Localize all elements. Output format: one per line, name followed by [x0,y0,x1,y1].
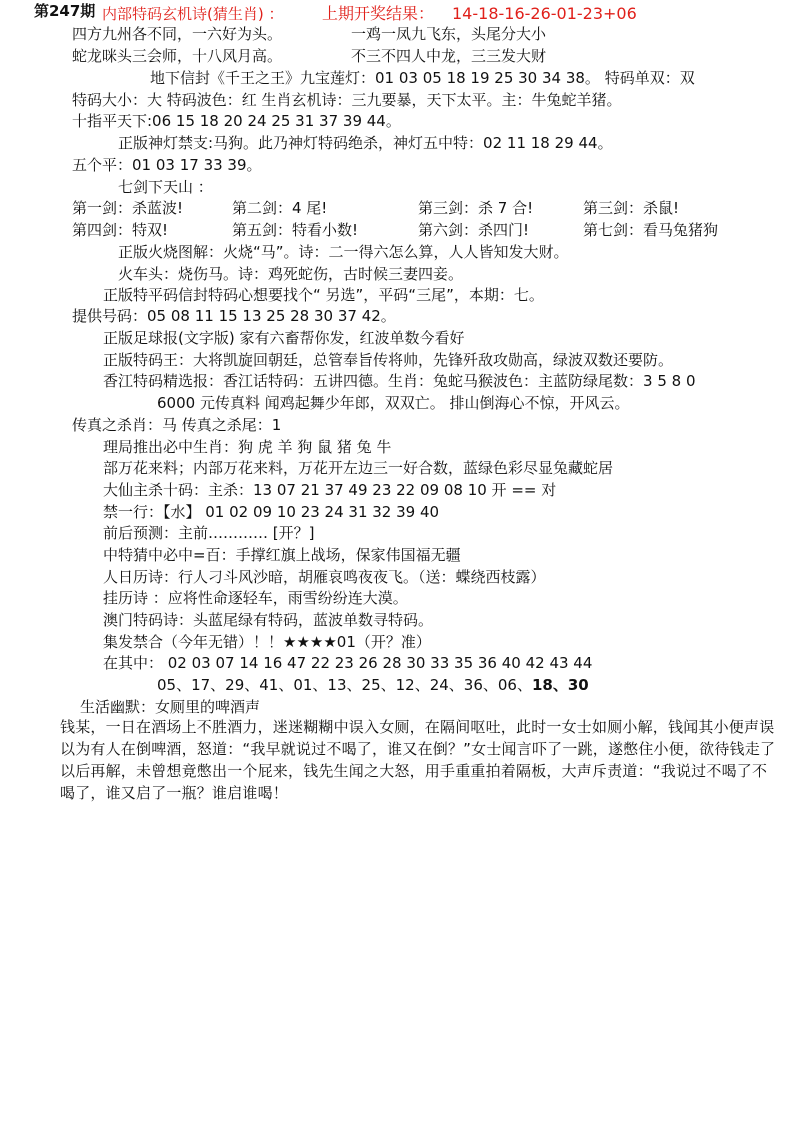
fax-6000-line: 6000 元传真料 闻鸡起舞少年郎，双双亡。 排山倒海心不惊，开风云。 [157,394,630,412]
fire-burn-line: 正版火烧图解：火烧“马”。诗：二一得六怎么算，人人皆知发大财。 [118,243,569,261]
ban-combo-line: 集发禁合（今年无错）！！★★★★01（开？准） [103,633,431,651]
poem-line-1b: 一鸡一凤九飞东，头尾分大小 [351,25,547,43]
sword-6: 第六剑：杀四门! [418,221,530,239]
poem-line-1a: 四方九州各不同，一六好为头。 [72,25,283,43]
humor-story: 钱某，一日在酒场上不胜酒力，迷迷糊糊中误入女厕，在隔间呕吐，此时一女士如厕小解，钱闻其小便声误以为有人在倒啤酒，怒道：“我早就说过不喝了，谁又在倒？”女士闻言吓了一跳，遂憋住小便，欲待钱走了以后再解，未曾想竟憋出一个屁来，钱先生闻之大怒，用手重重拍着隔板，大声斥责道：“我说过不喝了不喝了，谁又启了一瓶？谁启谁喝！ [60,718,776,802]
special-king-line: 正版特码王：大将凯旋回朝廷，总管奉旨传将帅，先锋歼敌攻勋高，绿波双数还要防。 [103,351,674,369]
sword-1: 第一剑：杀蓝波! [72,199,184,217]
magic-lamp-line: 正版神灯禁支:马狗。此乃神灯特码绝杀，神灯五中特：02 11 18 29 44。 [118,134,613,152]
numbers-seq-line [157,675,589,695]
among-them-line: 在其中： 02 03 07 14 16 47 22 23 26 28 30 33 35 36 40 42 43 44 [103,654,593,672]
sword-4: 第四剑：特双! [72,221,169,239]
hanging-calendar-line: 挂历诗 ：应将性命逐轻车，雨雪纷纷连大漠。 [103,589,408,607]
ten-fingers-line: 十指平天下:06 15 18 20 24 25 31 37 39 44。 [72,112,401,130]
numbers-seq-bold: 18、30 [531,676,589,694]
macau-poem-line: 澳门特码诗：头蓝尾绿有特码，蓝波单数寻特码。 [103,611,434,629]
calendar-poem-line: 人日历诗：行人刁斗风沙暗，胡雁哀鸣夜夜飞。（送：蝶绕西枝露） [103,568,546,586]
sword-3b: 第三剑：杀鼠! [583,199,680,217]
result-label: 上期开奖结果： [322,4,435,23]
special-size-line: 特码大小：大 特码波色：红 生肖玄机诗：三九要暴，天下太平。主：牛兔蛇羊猪。 [72,91,622,109]
sword-5: 第五剑：特看小数! [232,221,359,239]
seven-swords-title: 七剑下天山 ： [118,178,213,196]
poem-line-2b: 不三不四人中龙，三三发大财 [351,47,547,65]
fax-kill-line: 传真之杀肖：马 传真之杀尾：1 [72,416,282,434]
sword-3: 第三剑：杀 7 合! [418,199,534,217]
result-numbers: 14-18-16-26-01-23+06 [452,4,637,23]
guess-hit-line: 中特猜中必中=百：手撑红旗上战场，保家伟国福无疆 [103,546,461,564]
sword-7: 第七剑：看马兔猪狗 [583,221,719,239]
flowers-line: 部万花来料；内部万花来料，万花开左边三一好合数，蓝绿色彩尽显兔藏蛇居 [103,459,614,477]
numbers-seq-text: 05、17、29、41、01、13、25、12、24、36、06、 [157,676,532,694]
xiangjiang-line: 香江特码精选报：香江话特码：五讲四德。生肖：兔蛇马猴波色：主蓝防绿尾数：3 5 8 0 [103,372,696,390]
provided-numbers-line: 提供号码：05 08 11 15 13 25 28 30 37 42。 [72,307,396,325]
five-flat-line: 五个平：01 03 17 33 39。 [72,156,262,174]
football-report-line: 正版足球报(文字版) 家有六畜帮你发，红波单数今看好 [103,329,465,347]
poem-line-2a: 蛇龙咪头三会师，十八风月高。 [72,47,283,65]
forbidden-row-line: 禁一行：【水】 01 02 09 10 23 24 31 32 39 40 [103,503,440,521]
immortal-kill-line: 大仙主杀十码：主杀：13 07 21 37 49 23 22 09 08 10 开 == 对 [103,481,557,499]
issue-number: 第247期 [34,2,96,20]
front-back-line: 前后预测：主前………… [开？] [103,524,315,542]
header-title: 内部特码玄机诗(猜生肖) ： [102,5,284,23]
sword-2: 第二剑：4 尾! [232,199,328,217]
zodiac-line: 理局推出必中生肖：狗 虎 羊 狗 鼠 猪 兔 牛 [103,438,392,456]
humor-title: 生活幽默：女厕里的啤酒声 [80,698,261,716]
envelope-line: 正版特平码信封特码心想要找个“ 另选”，平码“三尾”，本期：七。 [103,286,544,304]
lotus-lamp-line: 地下信封《千王之王》九宝莲灯：01 03 05 18 19 25 30 34 38。 特码单双：双 [150,69,695,87]
train-head-line: 火车头：烧伤马。诗：鸡死蛇伤，古时候三妻四妾。 [118,265,464,283]
